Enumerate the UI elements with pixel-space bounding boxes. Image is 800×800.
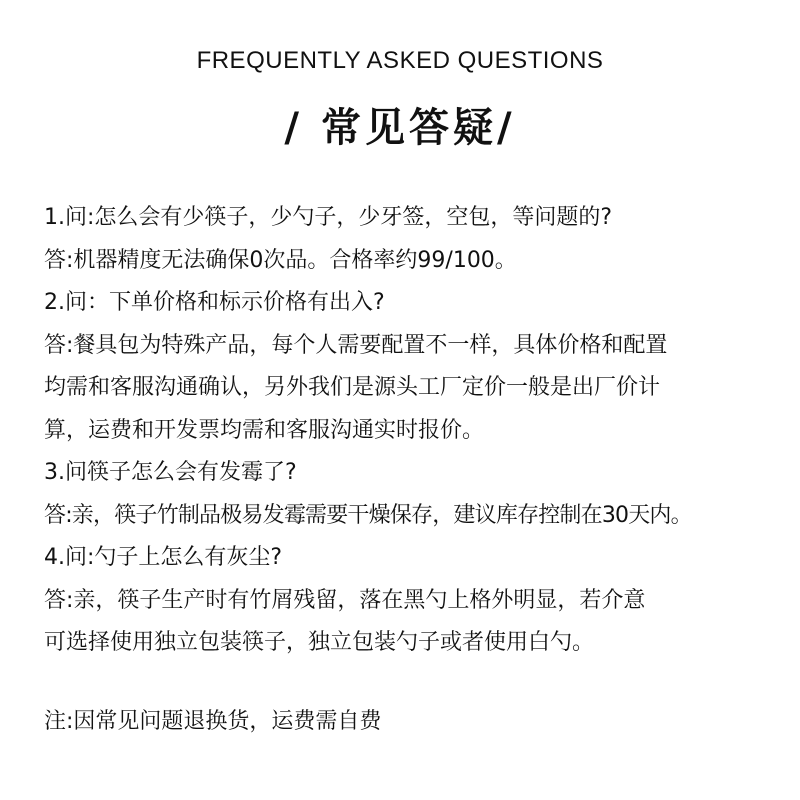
faq-list: [44, 197, 794, 665]
faq-answer-4-line-1: 答:亲，筷子生产时有竹屑残留，落在黑勺上格外明显，若介意: [44, 587, 646, 613]
faq-answer-2-line-2: 均需和客服沟通确认，另外我们是源头工厂定价一般是出厂价计: [44, 375, 661, 400]
faq-answer-1: 答:机器精度无法确保0次品。合格率约99/100。: [44, 247, 517, 273]
return-policy-note: 注:因常见问题退换货，运费需自费: [44, 709, 382, 734]
faq-answer-2-line-3: 算，运费和开发票均需和客服沟通实时报价。: [44, 417, 485, 443]
faq-question-3: 3.问筷子怎么会有发霉了?: [44, 460, 297, 485]
page-title-chinese: / 常见答疑/: [284, 105, 516, 151]
faq-answer-4-line-2: 可选择使用独立包装筷子，独立包装勺子或者使用白勺。: [44, 630, 595, 655]
faq-question-4: 4.问:勺子上怎么有灰尘?: [44, 545, 283, 570]
faq-question-2: 2.问：下单价格和标示价格有出入?: [44, 290, 385, 315]
faq-answer-3: 答:亲，筷子竹制品极易发霉需要干燥保存，建议库存控制在30天内。: [44, 502, 692, 528]
page-title-english: FREQUENTLY ASKED QUESTIONS: [196, 47, 604, 74]
faq-question-1: 1.问:怎么会有少筷子，少勺子，少牙签，空包，等问题的?: [44, 205, 613, 230]
faq-answer-2-line-1: 答:餐具包为特殊产品，每个人需要配置不一样，具体价格和配置: [44, 332, 668, 358]
